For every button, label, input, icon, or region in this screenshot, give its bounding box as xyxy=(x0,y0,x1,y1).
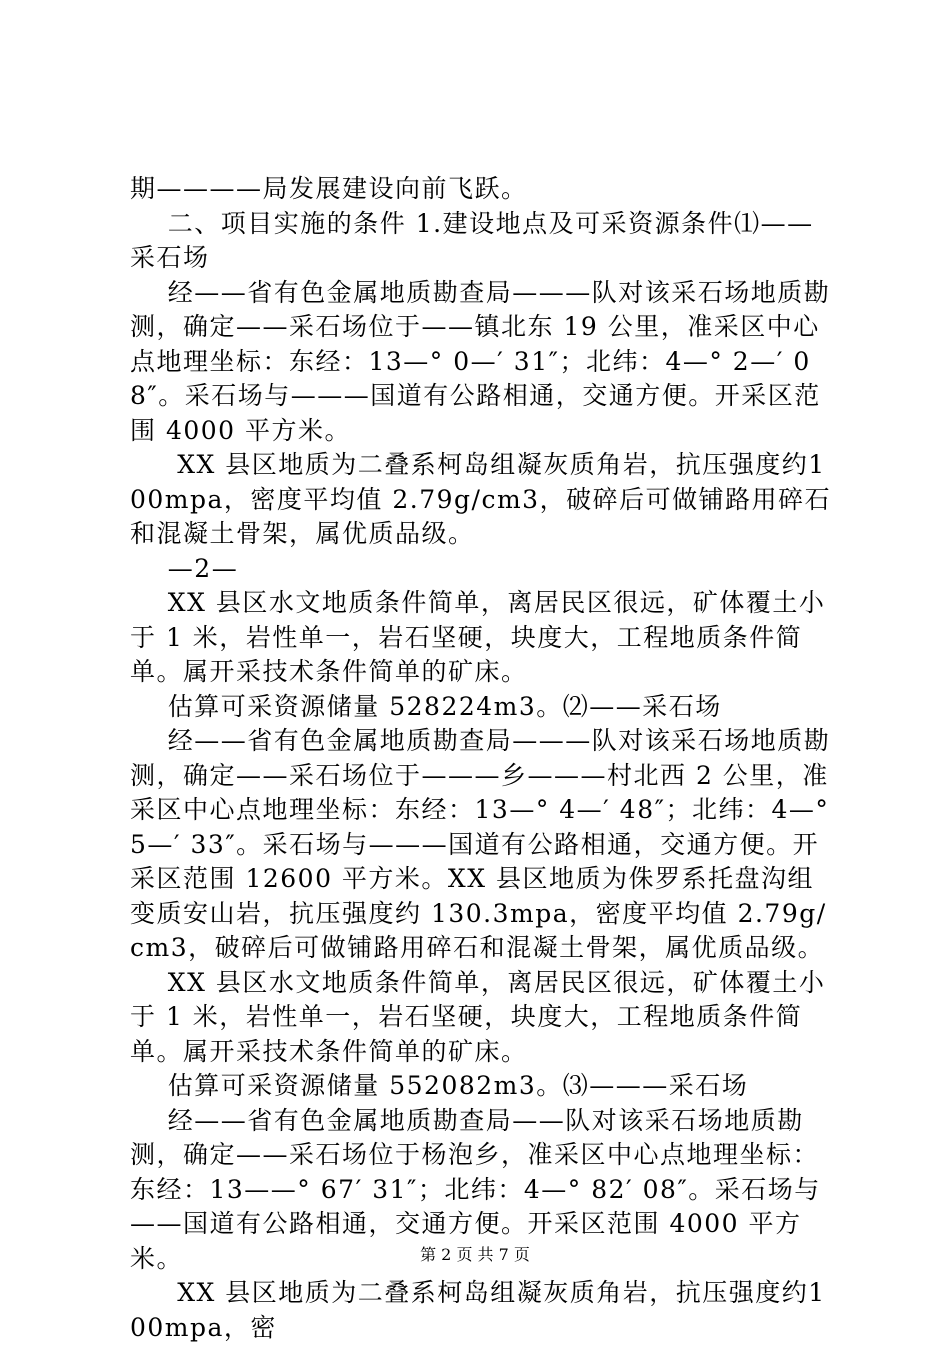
page-footer xyxy=(0,1245,950,1265)
paragraph-1: 期————局发展建设向前飞跃。 xyxy=(130,174,528,203)
paragraph-5: XX 县区水文地质条件简单，离居民区很远，矿体覆土小于 1 米，岩性单一，岩石坚硬，块度大，工程地质条件简单。属开采技术条件简单的矿床。 xyxy=(130,588,826,686)
paragraph-10: 经——省有色金属地质勘查局——队对该采石场地质勘测，确定——采石场位于杨泡乡，准采区中心点地理坐标：东经：13——° 67′ 31″；北纬：4—° 82′ 08″。采石场与——国道有公路相通，交通方便。开采区范围 4000 平方米。 xyxy=(130,1105,821,1273)
paragraph-2: 二、项目实施的条件 1.建设地点及可采资源条件⑴——采石场 xyxy=(130,208,814,272)
paragraph-6: 估算可采资源储量 528224m3。⑵——采石场 xyxy=(130,691,722,721)
inline-page-marker: —2— xyxy=(130,553,239,583)
paragraph-8: XX 县区水文地质条件简单，离居民区很远，矿体覆土小于 1 米，岩性单一，岩石坚硬，块度大，工程地质条件简单。属开采技术条件简单的矿床。 xyxy=(130,967,826,1066)
paragraph-9: 估算可采资源储量 552082m3。⑶———采石场 xyxy=(130,1071,749,1100)
paragraph-3: 经——省有色金属地质勘查局———队对该采石场地质勘测，确定——采石场位于——镇北东 19 公里，准采区中心点地理坐标：东经：13—° 0—′ 31″；北纬：4—° 2—′ 08″。采石场与———国道有公路相通，交通方便。开采区范围 4000 平方米。 xyxy=(130,277,831,445)
document-body xyxy=(130,172,839,1345)
paragraph-7: 经——省有色金属地质勘查局———队对该采石场地质勘测，确定——采石场位于———乡———村北西 2 公里，准采区中心点地理坐标：东经：13—° 4—′ 48″；北纬：4—° 5—′ 33″。采石场与———国道有公路相通，交通方便。开采区范围 12600 平方米。XX 县区地质为侏罗系托盘沟组变质安山岩，抗压强度约 130.3mpa，密度平均值 2.79g/cm3，破碎后可做铺路用碎石和混凝土骨架，属优质品级。 xyxy=(130,726,839,962)
paragraph-4: XX 县区地质为二叠系柯岛组凝灰质角岩，抗压强度约100mpa，密度平均值 2.79g/cm3，破碎后可做铺路用碎石和混凝土骨架，属优质品级。 xyxy=(130,450,832,548)
paragraph-11: XX 县区地质为二叠系柯岛组凝灰质角岩，抗压强度约100mpa，密 xyxy=(130,1278,826,1342)
page-number-label: 第 2 页 共 7 页 xyxy=(420,1245,530,1264)
